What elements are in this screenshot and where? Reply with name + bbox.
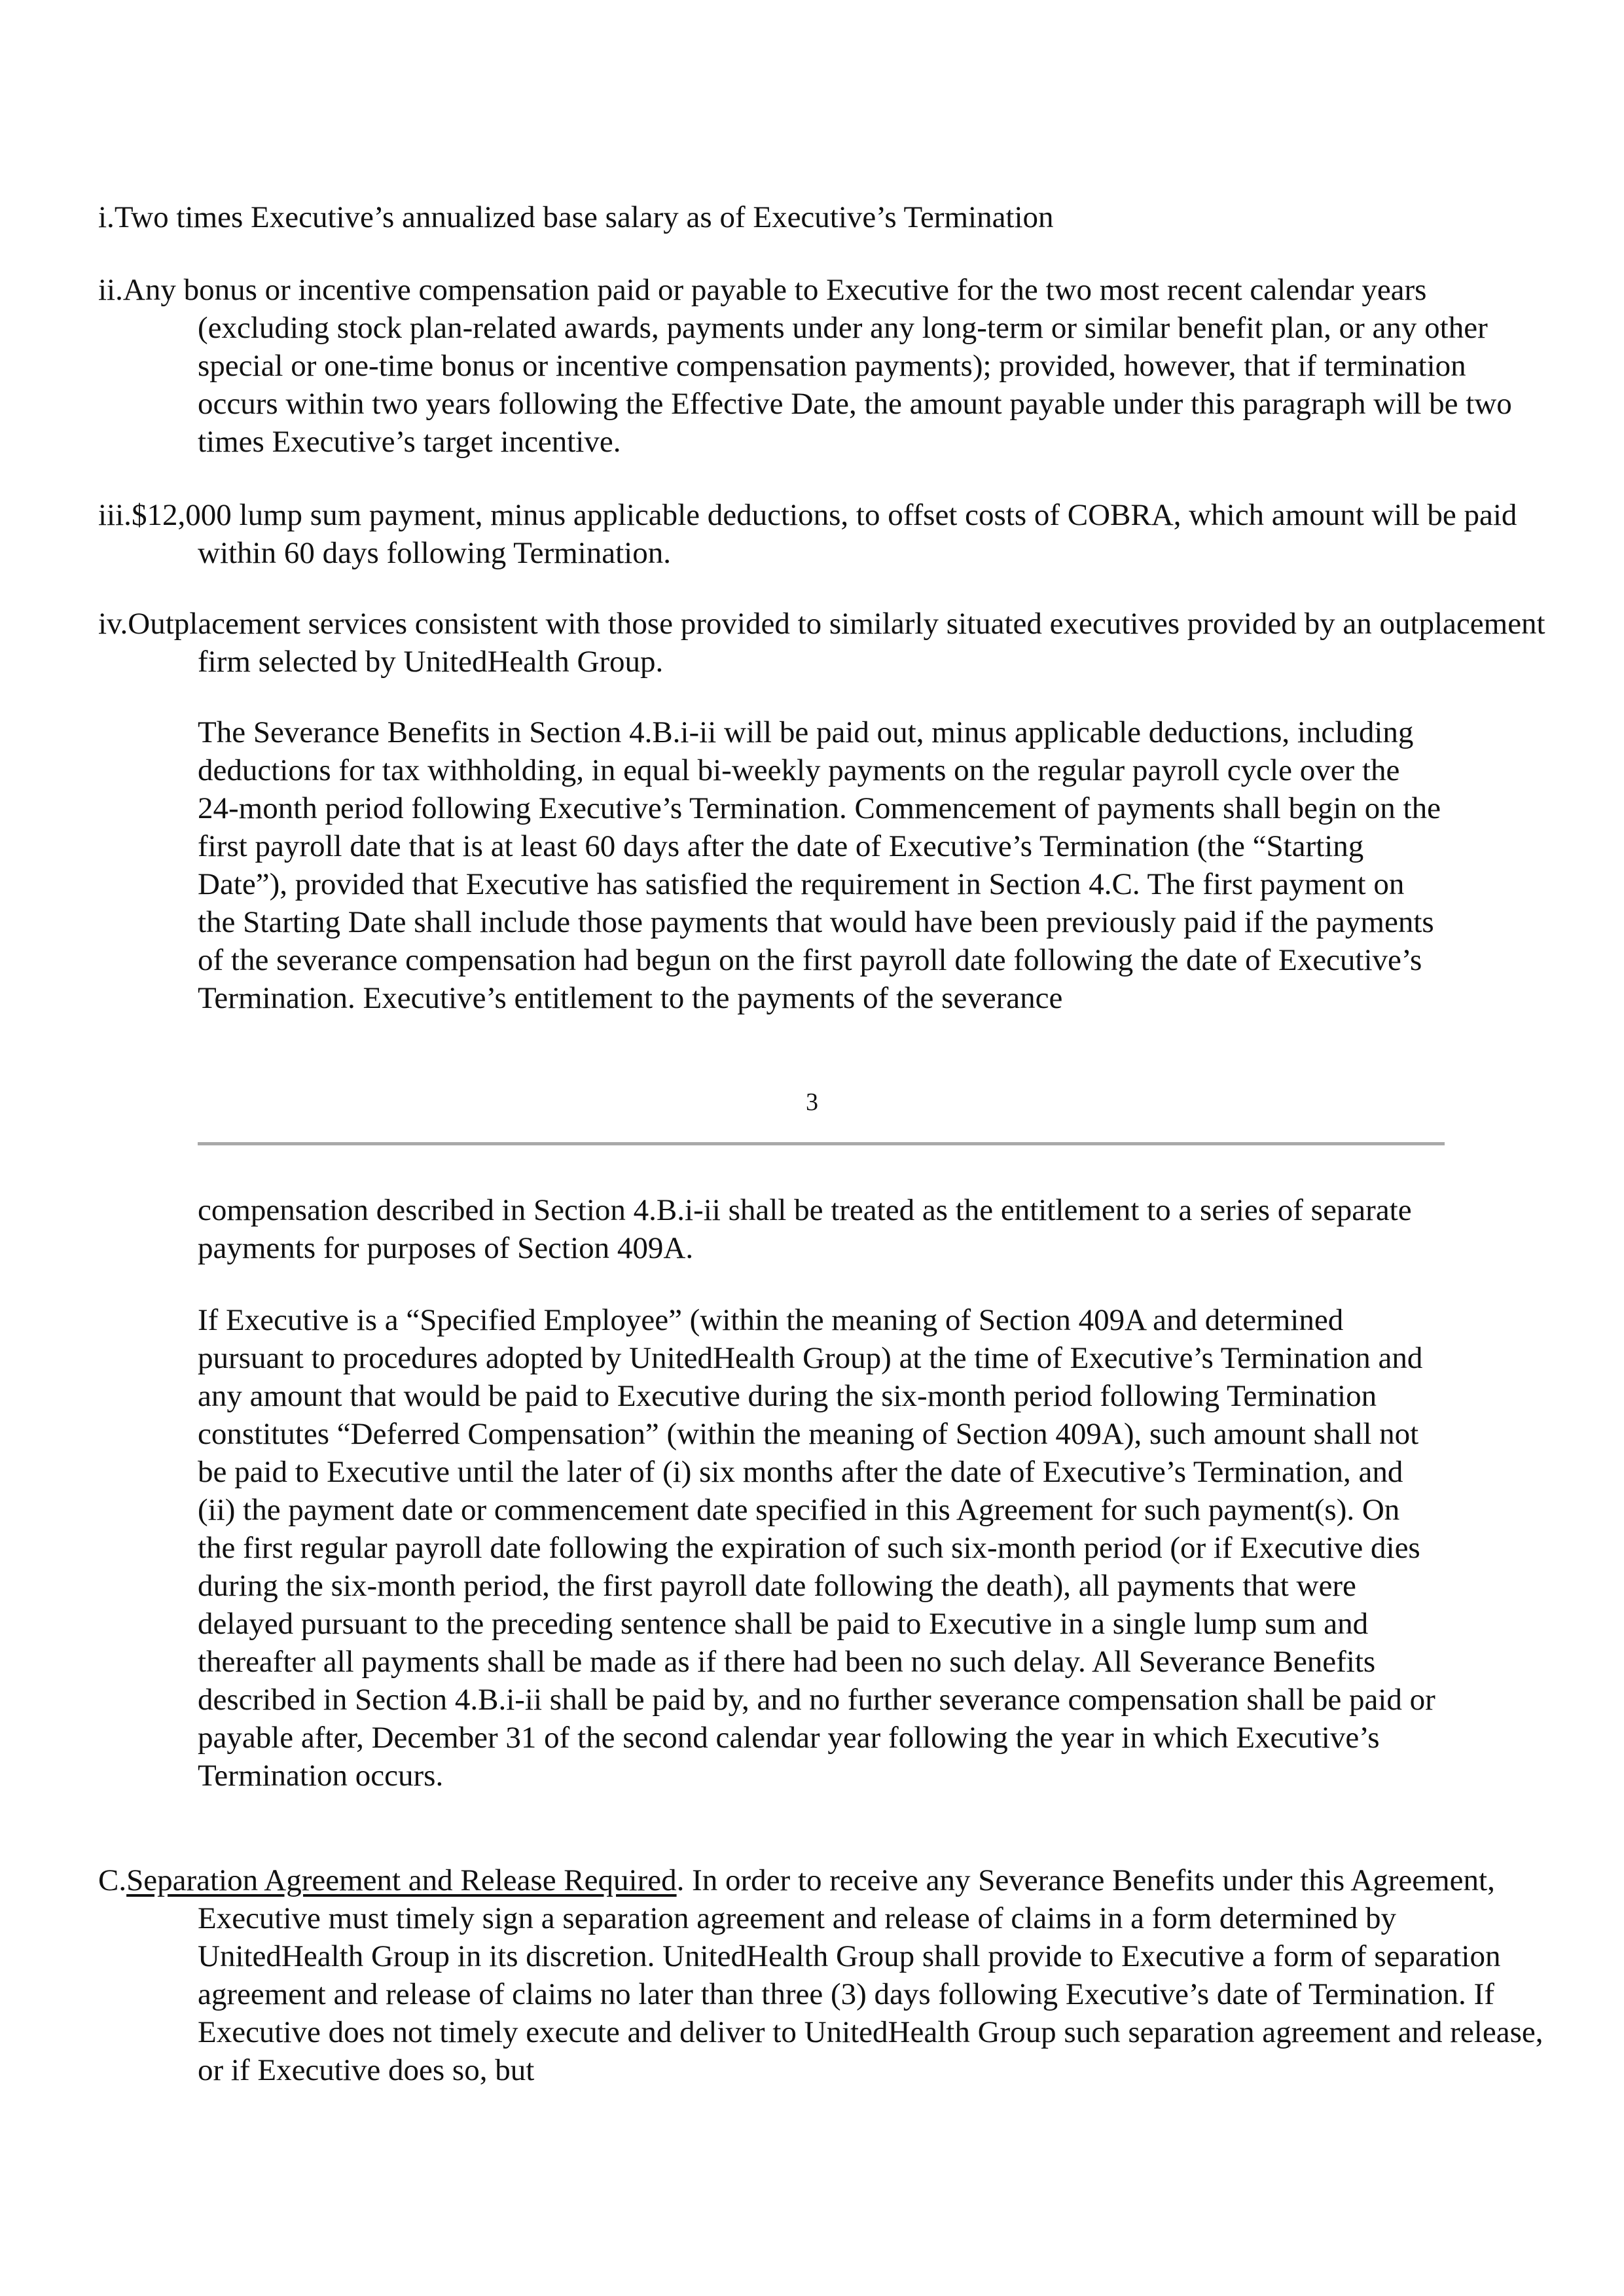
list-marker: ii. [98, 273, 123, 307]
list-item-ii [98, 271, 1546, 461]
section-heading: Separation Agreement and Release Required [126, 1863, 677, 1897]
severance-payment-paragraph: The Severance Benefits in Section 4.B.i-ii will be paid out, minus applicable deductions, including deductions for tax withholding, in equal bi-weekly payments on the regular payroll cycle over the 24-month period following Executive’s Termination. Commencement of payments shall begin on the first payroll date that is at least 60 days after the date of Executive’s Termination (the “Starting Date”), provided that Executive has satisfied the requirement in Section 4.C. The first payment on the Starting Date shall include those payments that would have been previously paid if the payments of the severance compensation had begun on the first payroll date following the date of Executive’s Termination. Executive’s entitlement to the payments of the severance [198, 715, 1441, 1015]
specified-employee-paragraph: If Executive is a “Specified Employee” (within the meaning of Section 409A and determined pursuant to procedures adopted by UnitedHealth Group) at the time of Executive’s Termination and any amount that would be paid to Executive during the six-month period following Termination constitutes “Deferred Compensation” (within the meaning of Section 409A), such amount shall not be paid to Executive until the later of (i) six months after the date of Executive’s Termination, and (ii) the payment date or commencement date specified in this Agreement for such payment(s). On the first regular payroll date following the expiration of such six-month period (or if Executive dies during the six-month period, the first payroll date following the death), all payments that were delayed pursuant to the preceding sentence shall be paid to Executive in a single lump sum and thereafter all payments shall be made as if there had been no such delay. All Severance Benefits described in Section 4.B.i-ii shall be paid by, and no further severance compensation shall be paid or payable after, December 31 of the second calendar year following the year in which Executive’s Termination occurs. [198, 1303, 1435, 1793]
list-item-text: Outplacement services consistent with those provided to similarly situated executives provided by an outplacement firm selected by UnitedHealth Group. [128, 607, 1545, 679]
section-c [98, 1861, 1546, 2089]
list-item-text: Two times Executive’s annualized base salary as of Executive’s Termination [114, 200, 1054, 234]
section-text: . In order to receive any Severance Benefits under this Agreement, Executive must timely sign a separation agreement and release of claims in a form determined by UnitedHealth Group in its discretion. UnitedHealth Group shall provide to Executive a form of separation agreement and release of claims no later than three (3) days following Executive’s date of Termination. If Executive does not timely execute and deliver to UnitedHealth Group such separation agreement and release, or if Executive does so, but [198, 1863, 1543, 2087]
list-marker: i. [98, 200, 115, 234]
section-marker: C. [98, 1863, 127, 1897]
page-number: 3 [806, 1088, 818, 1116]
list-item-text: Any bonus or incentive compensation paid or payable to Executive for the two most recent calendar years (excluding stock plan-related awards, payments under any long-term or similar benefit plan, or any other special or one-time bonus or incentive compensation payments); provided, however, that if termination occurs within two years following the Effective Date, the amount payable under this paragraph will be two times Executive’s target incentive. [122, 273, 1512, 459]
list-item-text: $12,000 lump sum payment, minus applicable deductions, to offset costs of COBRA, which amount will be paid within 60 days following Termination. [131, 498, 1517, 570]
list-marker: iii. [98, 498, 132, 532]
list-item-iii [98, 496, 1546, 572]
list-item-i [98, 198, 1546, 236]
section-409a-continuation-paragraph: compensation described in Section 4.B.i-ii shall be treated as the entitlement to a series of separate payments for purposes of Section 409A. [198, 1193, 1412, 1265]
list-marker: iv. [98, 607, 128, 641]
page-break-divider [198, 1142, 1445, 1145]
list-item-iv [98, 605, 1546, 681]
